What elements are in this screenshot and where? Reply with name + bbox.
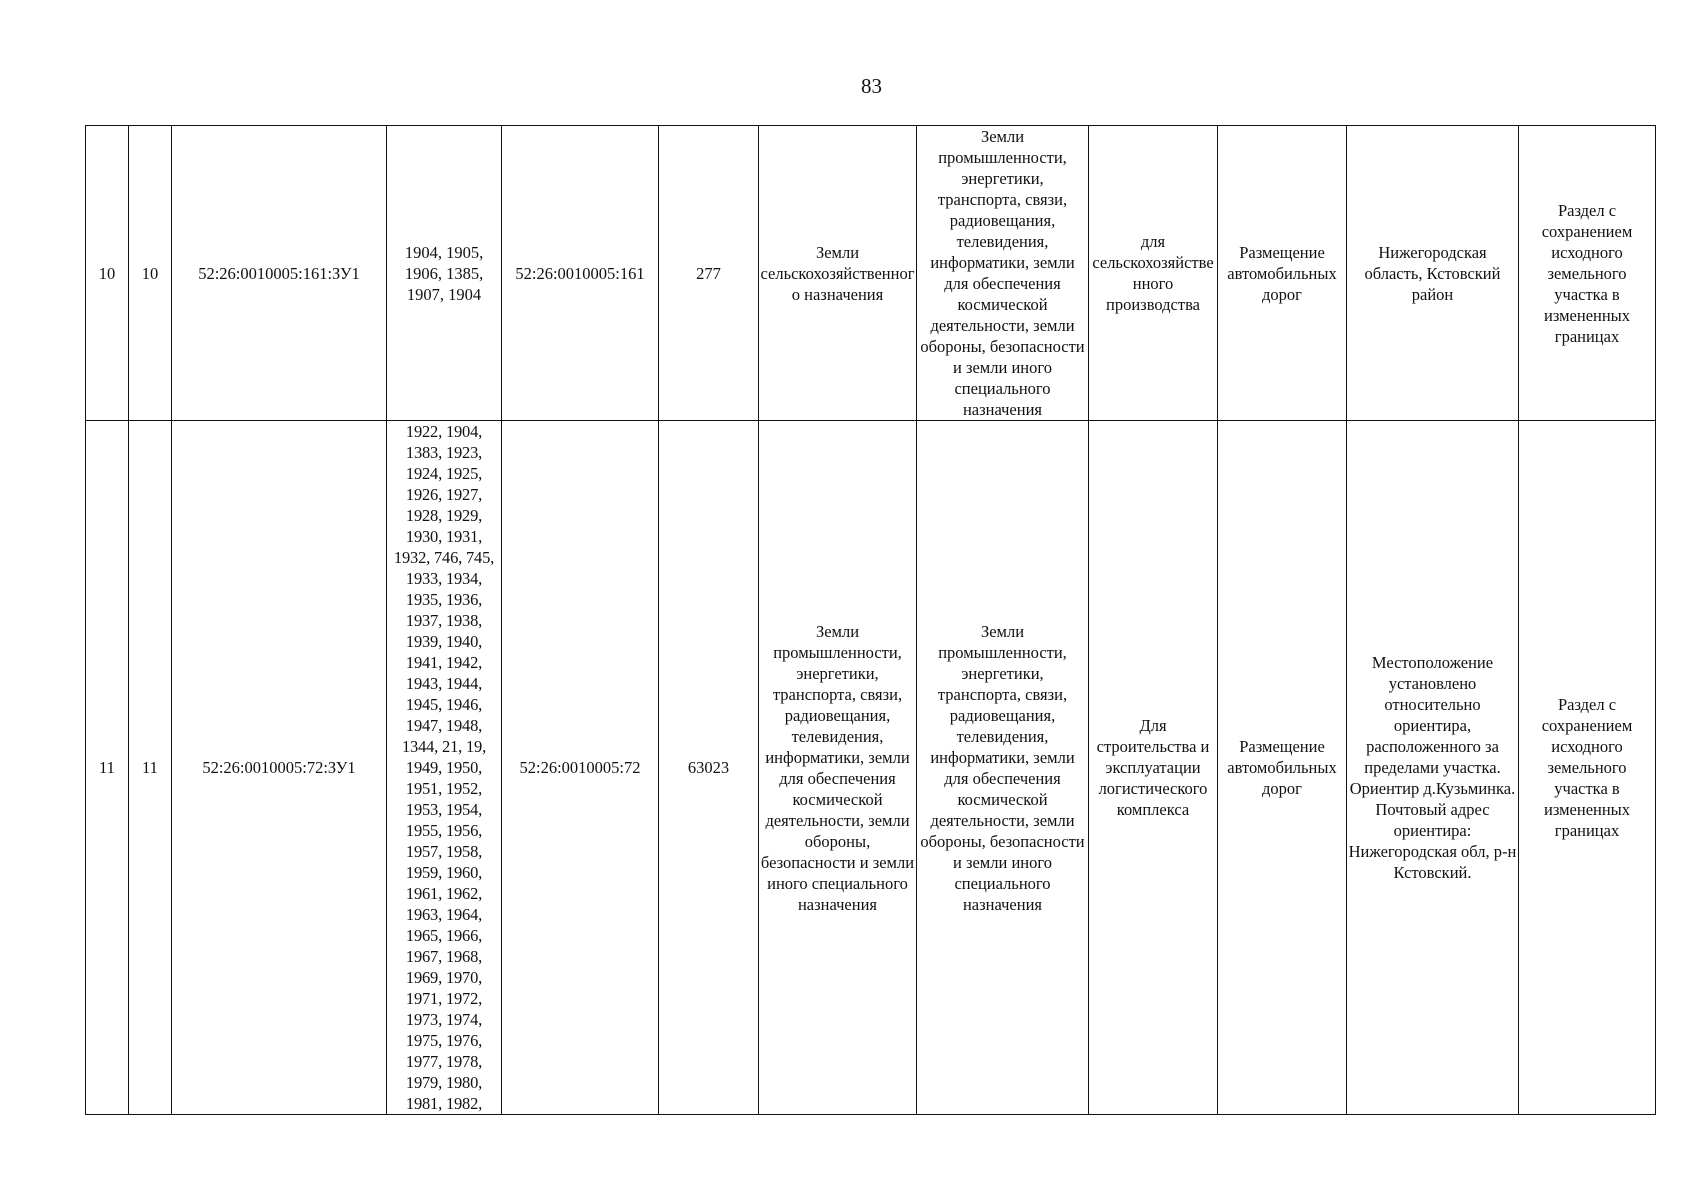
source-parcel-cell: 52:26:0010005:161	[502, 126, 659, 421]
source-parcel-cell: 52:26:0010005:72	[502, 421, 659, 1115]
land-parcel-table	[85, 125, 1656, 1115]
location-cell: Местоположение установлено относительно ориентира, расположенного за пределами участка. Ориентир д.Кузьминка. Почтовый адрес ориентира: Нижегородская обл, р-н Кстовский.	[1347, 421, 1519, 1115]
formation-method-cell: Раздел с сохранением исходного земельного участка в измененных границах	[1519, 421, 1656, 1115]
permitted-use-cell: для сельскохозяйственного производства	[1089, 126, 1218, 421]
location-cell: Нижегородская область, Кстовский район	[1347, 126, 1519, 421]
area-cell: 277	[659, 126, 759, 421]
purpose-cell: Размещение автомобильных дорог	[1218, 126, 1347, 421]
table-row	[86, 421, 1656, 1115]
formation-method-cell: Раздел с сохранением исходного земельного участка в измененных границах	[1519, 126, 1656, 421]
parcel-number-cell: 52:26:0010005:161:ЗУ1	[172, 126, 387, 421]
new-category-cell: Земли промышленности, энергетики, транспорта, связи, радиовещания, телевидения, информатики, земли для обеспечения космической деятельности, земли обороны, безопасности и земли иного специального назначения	[917, 421, 1089, 1115]
boundary-points-cell: 1904, 1905, 1906, 1385, 1907, 1904	[387, 126, 502, 421]
row-subnumber-cell: 10	[129, 126, 172, 421]
permitted-use-cell: Для строительства и эксплуатации логистического комплекса	[1089, 421, 1218, 1115]
current-category-cell: Земли промышленности, энергетики, транспорта, связи, радиовещания, телевидения, информатики, земли для обеспечения космической деятельности, земли обороны, безопасности и земли иного специального назначения	[759, 421, 917, 1115]
boundary-points-cell: 1922, 1904, 1383, 1923, 1924, 1925, 1926, 1927, 1928, 1929, 1930, 1931, 1932, 746, 745, 1933, 1934, 1935, 1936, 1937, 1938, 1939, 1940, 1941, 1942, 1943, 1944, 1945, 1946, 1947, 1948, 1344, 21, 19, 1949, 1950, 1951, 1952, 1953, 1954, 1955, 1956, 1957, 1958, 1959, 1960, 1961, 1962, 1963, 1964, 1965, 1966, 1967, 1968, 1969, 1970, 1971, 1972, 1973, 1974, 1975, 1976, 1977, 1978, 1979, 1980, 1981, 1982,	[387, 421, 502, 1115]
purpose-cell: Размещение автомобильных дорог	[1218, 421, 1347, 1115]
page-number: 83	[861, 74, 882, 98]
row-subnumber-cell: 11	[129, 421, 172, 1115]
current-category-cell: Земли сельскохозяйственного назначения	[759, 126, 917, 421]
new-category-cell: Земли промышленности, энергетики, транспорта, связи, радиовещания, телевидения, информатики, земли для обеспечения космической деятельности, земли обороны, безопасности и земли иного специального назначения	[917, 126, 1089, 421]
row-number-cell: 10	[86, 126, 129, 421]
table-row	[86, 126, 1656, 421]
parcel-number-cell: 52:26:0010005:72:ЗУ1	[172, 421, 387, 1115]
area-cell: 63023	[659, 421, 759, 1115]
row-number-cell: 11	[86, 421, 129, 1115]
